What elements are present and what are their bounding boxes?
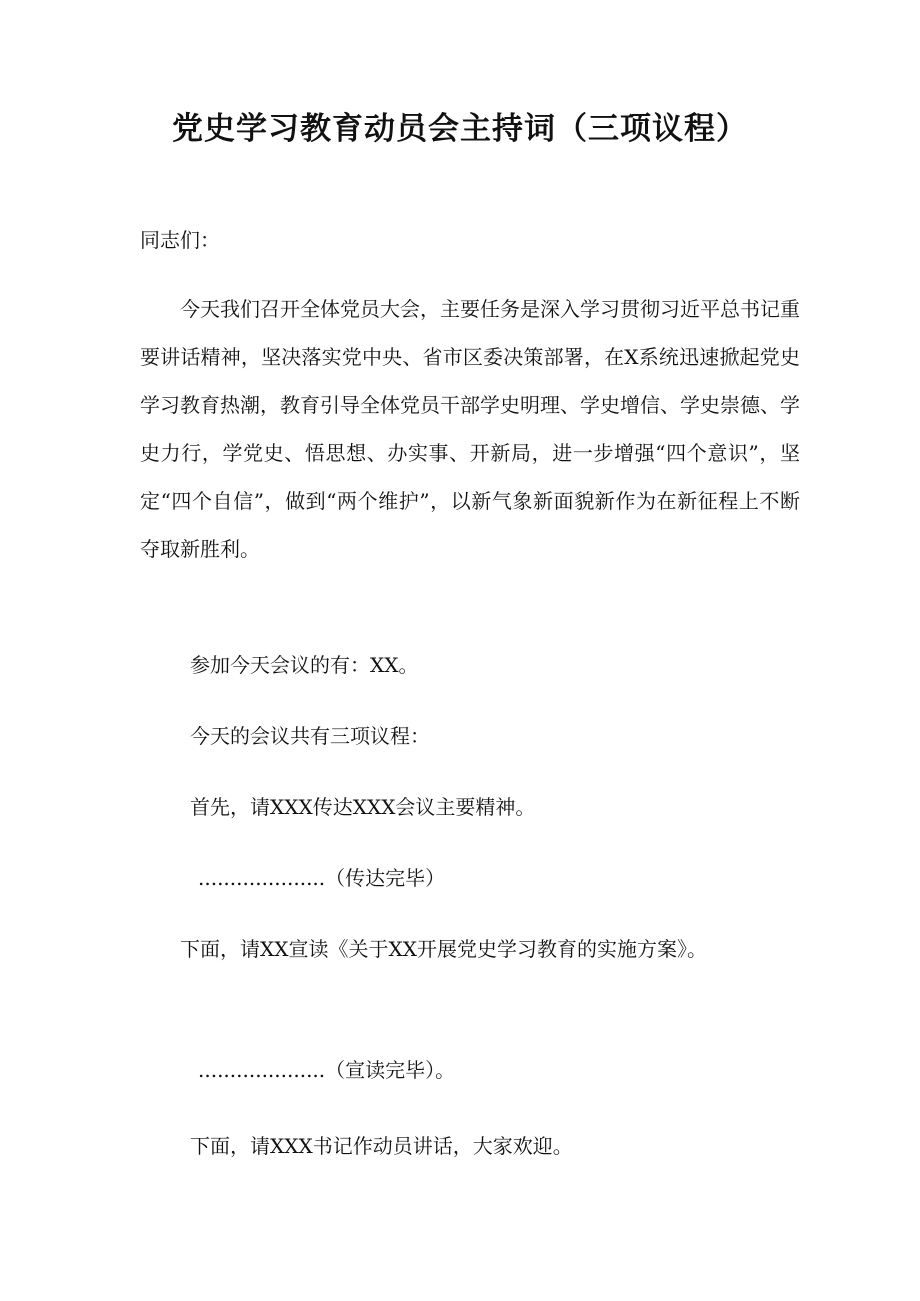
agenda-item-3: 下面，请XXX书记作动员讲话，大家欢迎。 <box>190 1134 573 1158</box>
agenda-item-2: 下面，请XX宣读《关于XX开展党史学习教育的实施方案》。 <box>180 937 707 961</box>
attendees-line: 参加今天会议的有：XX。 <box>190 653 419 677</box>
agenda-item-1: 首先，请XXX传达XXX会议主要精神。 <box>190 795 536 819</box>
agenda-item-2-complete: ....................（宣读完毕）。 <box>198 1058 456 1082</box>
agenda-item-1-complete: ....................（传达完毕） <box>198 866 446 890</box>
intro-paragraph: 今天我们召开全体党员大会，主要任务是深入学习贯彻习近平总书记重要讲话精神，坚决落实党中央、省市区委决策部署，在X系统迅速掀起党史学习教育热潮，教育引导全体党员干部学史明理、学史增信、学史崇德、学史力行，学党史、悟思想、办实事、开新局，进一步增强“四个意识”，坚定“四个自信”，做到“两个维护”，以新气象新面貌新作为在新征程上不断夺取新胜利。 <box>140 297 800 561</box>
agenda-intro: 今天的会议共有三项议程： <box>190 724 430 748</box>
greeting: 同志们： <box>140 228 220 252</box>
document-title: 党史学习教育动员会主持词（三项议程） <box>172 111 748 147</box>
